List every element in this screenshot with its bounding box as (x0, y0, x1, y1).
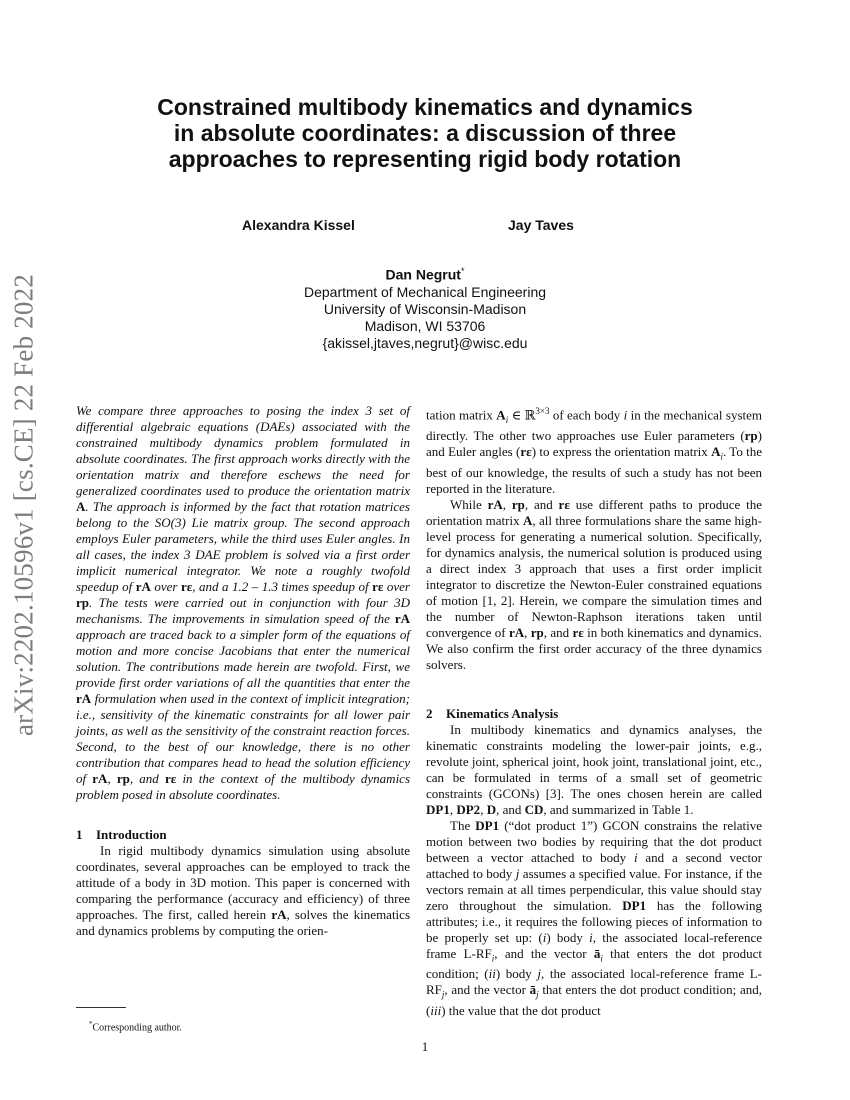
intro-paragraph: In rigid multibody dynamics simulation using absolute coordinates, several approaches can be employed to track the attitude of a body in 3D motion. This paper is concerned with comparing the performance (accuracy and efficiency) of three approaches. The first, called herein rA, solves the kinematics and dynamics problems by computing the orien- (76, 843, 410, 938)
kinematics-paragraph-1: In multibody kinematics and dynamics analyses, the kinematic constraints modeling the lower-pair joints, e.g., revolute joint, spherical joint, hook joint, translational joint, etc., can be formulated in terms of a small set of geometric constraints (GCONs) [3]. The ones chosen herein are called DP1, DP2, D, and CD, and summarized in Table 1. (426, 721, 762, 817)
footnote: *Corresponding author. (89, 1020, 182, 1034)
paper-title (100, 94, 750, 172)
author-negrut: Dan Negrut (385, 266, 461, 283)
abstract: We compare three approaches to posing the index 3 set of differential algebraic equations (DAEs) associated with the constrained multibody dynamics problem formulated in absolute coordinates. The first approach works directly with the orientation matrix and therefore eschews the need for generalized coordinates used to produce the orientation matrix A. The approach is informed by the fact that rotation matrices belong to the SO(3) Lie matrix group. The second approach employs Euler parameters, while the third uses Euler angles. In all cases, the index 3 DAE problem is solved via a first order implicit numerical integrator. We note a roughly twofold speedup of rA over rε, and a 1.2 – 1.3 times speedup of rε over rp. The tests were carried out in conjunction with four 3D mechanisms. The improvements in simulation speed of the rA approach are traced back to a simpler form of the equations of motion and more concise Jacobians that enter the numerical solution. The contributions made herein are twofold. First, we provide first order variations of all the quantities that enter the rA formulation when used in the context of implicit integration; i.e., sensitivity of the kinematic constraints for all lower pair joints, as well as the sensitivity of the constraint reaction forces. Second, to the best of our knowledge, there is no other contribution that compares head to head the solution efficiency of rA, rp, and rε in the context of the multibody dynamics problem posed in absolute coordinates. (76, 403, 411, 802)
page-number: 1 (421, 1039, 429, 1054)
email: {akissel,jtaves,negrut}@wisc.edu (322, 334, 528, 351)
intro-paragraph-2: While rA, rp, and rε use different paths to produce the orientation matrix A, all three formulations share the same high-level process for generating a numerical solution. Specifically, for dynamics analysis, the numerical solution is produced using a direct index 3 approach that uses a first order implicit integrator to discretize the Newton-Euler constrained equations of motion [1, 2]. Herein, we compare the simulation times and the number of Newton-Raphson iterations taken until convergence of rA, rp, and rε in both kinematics and dynamics. We also confirm the first order accuracy of the three dynamics solvers. (426, 496, 763, 672)
author-taves: Jay Taves (508, 217, 574, 233)
right-column (426, 403, 762, 1019)
title-line-2: in absolute coordinates: a discussion of three (173, 120, 677, 146)
footnote-divider (76, 1007, 126, 1008)
left-column (76, 403, 410, 939)
department: Department of Mechanical Engineering (303, 283, 547, 300)
kinematics-paragraph-2: The DP1 (“dot product 1”) GCON constrains the relative motion between two bodies by requiring that the dot product between a vector attached to body i and a second vector attached to body j assumes a specified value. For instance, if the vectors remain at all times perpendicular, this value should stay zero throughout the simulation. DP1 has the following attributes; i.e., it requires the following pieces of information to be properly set up: (i) body i, the associated local-reference frame $L-RF_i$, and the vector $ā_i$ that enters the dot product condition; (ii) body j, the associated local-reference frame $L-RF_j$, and the vector $ā_j$ that enters the dot product condition; and, (iii) the value that the dot product (426, 817, 762, 1018)
title-line-1: Constrained multibody kinematics and dynamics (157, 94, 693, 120)
arxiv-sidebar (4, 273, 44, 737)
intro-continuation: tation matrix $A_i$ ∈ ℝ$^{3\times 3}$ of each body i in the mechanical system directly. The other two approaches use Euler parameters (rp) and Euler angles (rε) to express the orientation matrix $A_i$. To the best of our knowledge, the results of such a study has not been reported in the literature. (426, 406, 762, 496)
corresponding-marker: * (460, 266, 465, 276)
author-kissel: Alexandra Kissel (242, 217, 355, 233)
title-line-3: approaches to representing rigid body rotation (168, 146, 682, 172)
section-heading-kinematics: 2 Kinematics Analysis (426, 705, 559, 721)
section-heading-introduction: 1 Introduction (76, 827, 167, 842)
university: University of Wisconsin-Madison (323, 300, 527, 317)
affiliation-block (200, 263, 650, 352)
arxiv-identifier: arXiv:2202.10596v1 [cs.CE] 22 Feb 2022 (8, 273, 39, 737)
city: Madison, WI 53706 (364, 317, 486, 334)
